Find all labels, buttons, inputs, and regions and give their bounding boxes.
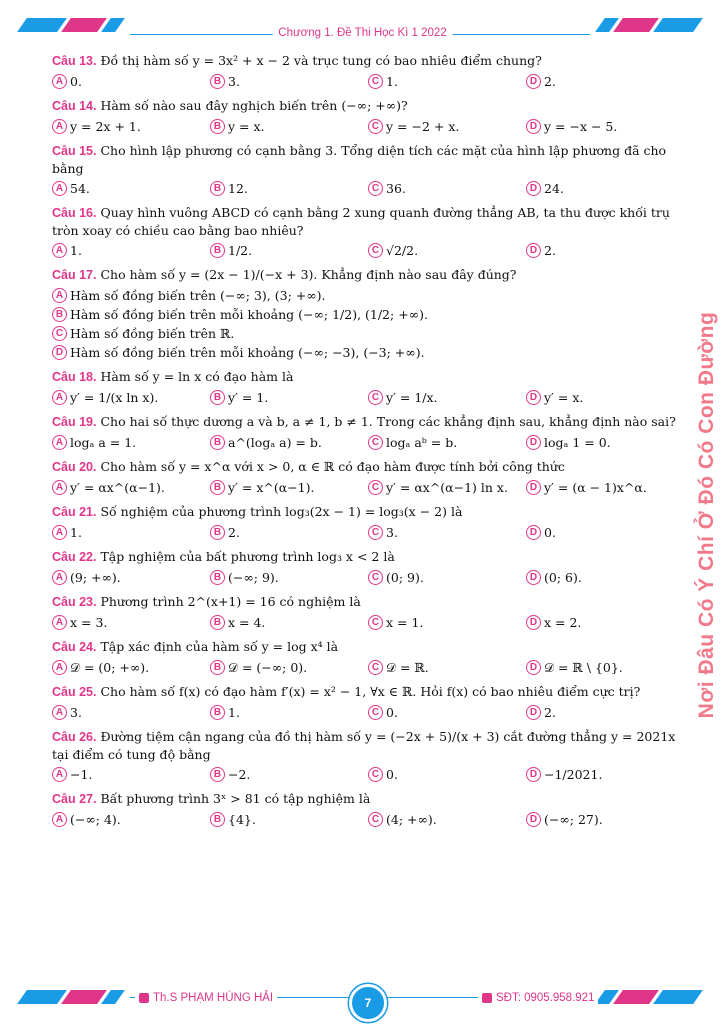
option-text: 2. [544, 74, 556, 89]
answer-options [52, 388, 684, 407]
option-text: x = 4. [228, 615, 266, 630]
answer-option-d[interactable] [526, 433, 684, 452]
answer-option-d[interactable] [526, 810, 684, 829]
question-stem [52, 593, 684, 611]
answer-option-d[interactable] [526, 658, 684, 677]
option-letter-badge: A [52, 705, 67, 720]
question-text: Đường tiệm cận ngang của đồ thị hàm số y = (−2x + 5)/(x + 3) cắt đường thẳng y = 2021x tại điểm có tung độ bằng [52, 729, 676, 762]
option-text: a^(logₐ a) = b. [228, 435, 322, 450]
option-text: 1/2. [228, 243, 253, 258]
option-letter-badge: D [526, 119, 541, 134]
question-list [52, 52, 684, 835]
option-letter-badge: A [52, 119, 67, 134]
option-text: x = 2. [544, 615, 582, 630]
author-name: Th.S PHẠM HÙNG HẢI [153, 992, 274, 1004]
answer-options [52, 72, 684, 91]
question-text: Số nghiệm của phương trình log₃(2x − 1) = log₃(x − 2) là [100, 504, 463, 519]
question-stem [52, 368, 684, 386]
option-text: Hàm số đồng biến trên mỗi khoảng (−∞; 1/2), (1/2; +∞). [70, 307, 428, 322]
answer-option-b[interactable] [210, 117, 368, 136]
user-icon [139, 993, 149, 1003]
answer-option-a[interactable] [52, 179, 210, 198]
answer-option-c[interactable] [368, 765, 526, 784]
option-letter-badge: A [52, 660, 67, 675]
option-text: 12. [228, 181, 248, 196]
option-letter-badge: B [52, 307, 67, 322]
answer-option-b[interactable] [210, 478, 368, 497]
option-text: −1. [70, 767, 93, 782]
option-letter-badge: D [526, 181, 541, 196]
question-item [52, 413, 684, 452]
option-letter-badge: B [210, 570, 225, 585]
question-number: Câu 24. [52, 640, 97, 654]
header-stripe-left-2 [61, 18, 107, 32]
answer-option-b[interactable] [210, 765, 368, 784]
answer-option-a[interactable] [52, 117, 210, 136]
option-letter-badge: C [368, 812, 383, 827]
option-letter-badge: C [368, 660, 383, 675]
answer-option-c[interactable] [368, 658, 526, 677]
question-number: Câu 19. [52, 415, 97, 429]
option-text: (−∞; 9). [228, 570, 279, 585]
option-text: 0. [544, 525, 556, 540]
question-item [52, 266, 684, 362]
question-number: Câu 23. [52, 595, 97, 609]
answer-options [52, 613, 684, 632]
answer-options [52, 765, 684, 784]
option-text: 2. [544, 705, 556, 720]
phone-number: SĐT: 0905.958.921 [496, 992, 595, 1004]
option-letter-badge: A [52, 615, 67, 630]
question-stem [52, 204, 684, 239]
answer-option-a[interactable] [52, 523, 210, 542]
question-text: Cho hình lập phương có cạnh bằng 3. Tổng diện tích các mặt của hình lập phương đã cho bằng [52, 143, 667, 176]
option-text: {4}. [228, 812, 256, 827]
page-number: 7 [349, 984, 387, 1022]
question-number: Câu 18. [52, 370, 97, 384]
answer-option-c[interactable] [368, 478, 526, 497]
question-item [52, 728, 684, 784]
option-text: x = 3. [70, 615, 108, 630]
question-text: Bất phương trình 3ˣ > 81 có tập nghiệm là [100, 791, 371, 806]
option-letter-badge: A [52, 570, 67, 585]
answer-option-d[interactable] [526, 72, 684, 91]
option-letter-badge: A [52, 435, 67, 450]
answer-option-a[interactable] [52, 765, 210, 784]
question-stem [52, 52, 684, 70]
option-letter-badge: D [526, 812, 541, 827]
option-letter-badge: D [526, 390, 541, 405]
answer-option-c[interactable] [368, 810, 526, 829]
option-letter-badge: B [210, 767, 225, 782]
option-letter-badge: C [368, 705, 383, 720]
question-item [52, 593, 684, 632]
option-text: 1. [70, 243, 82, 258]
answer-option-b[interactable] [210, 703, 368, 722]
option-text: (−∞; 4). [70, 812, 121, 827]
answer-option-d[interactable] [526, 478, 684, 497]
question-number: Câu 22. [52, 550, 97, 564]
question-number: Câu 16. [52, 206, 97, 220]
answer-option-c[interactable] [368, 179, 526, 198]
answer-option-b[interactable] [210, 613, 368, 632]
answer-option-b[interactable] [210, 568, 368, 587]
option-text: −1/2021. [544, 767, 603, 782]
answer-option-b[interactable] [210, 658, 368, 677]
question-number: Câu 15. [52, 144, 97, 158]
answer-option-d[interactable] [526, 117, 684, 136]
answer-option-a[interactable] [52, 241, 210, 260]
question-item [52, 548, 684, 587]
option-letter-badge: D [526, 435, 541, 450]
option-letter-badge: A [52, 74, 67, 89]
answer-option-d[interactable] [526, 179, 684, 198]
answer-option-d[interactable] [526, 388, 684, 407]
option-text: (4; +∞). [386, 812, 437, 827]
option-text: 1. [386, 74, 398, 89]
answer-options [52, 810, 684, 829]
option-letter-badge: A [52, 812, 67, 827]
option-text: y = −2 + x. [386, 119, 460, 134]
option-letter-badge: D [52, 345, 67, 360]
answer-option-c[interactable] [368, 388, 526, 407]
footer-phone [478, 992, 598, 1004]
option-text: Hàm số đồng biến trên ℝ. [70, 326, 235, 341]
option-letter-badge: D [526, 615, 541, 630]
answer-option-b[interactable] [210, 810, 368, 829]
question-item [52, 790, 684, 829]
option-letter-badge: C [368, 390, 383, 405]
question-item [52, 368, 684, 407]
option-text: logₐ aᵇ = b. [386, 435, 458, 450]
question-text: Cho hàm số f(x) có đạo hàm f′(x) = x² − 1, ∀x ∈ ℝ. Hỏi f(x) có bao nhiêu điểm cực trị? [100, 684, 641, 699]
answer-option-b[interactable] [210, 433, 368, 452]
answer-option-c[interactable] [368, 613, 526, 632]
answer-options [52, 658, 684, 677]
option-letter-badge: D [526, 74, 541, 89]
answer-option-a[interactable] [52, 388, 210, 407]
option-text: 3. [386, 525, 398, 540]
answer-option-c[interactable] [368, 72, 526, 91]
question-stem [52, 413, 684, 431]
option-text: 3. [70, 705, 82, 720]
option-letter-badge: B [210, 435, 225, 450]
option-letter-badge: B [210, 181, 225, 196]
answer-option-a[interactable] [52, 703, 210, 722]
option-text: (0; 9). [386, 570, 424, 585]
question-item [52, 97, 684, 136]
option-letter-badge: C [368, 243, 383, 258]
answer-options [52, 478, 684, 497]
option-text: y′ = 1/(x ln x). [70, 390, 159, 405]
option-letter-badge: C [368, 119, 383, 134]
question-number: Câu 21. [52, 505, 97, 519]
option-letter-badge: B [210, 615, 225, 630]
question-text: Đồ thị hàm số y = 3x² + x − 2 và trục tung có bao nhiêu điểm chung? [100, 53, 542, 68]
header-stripe-right-3 [653, 18, 703, 32]
answer-option-c[interactable] [368, 241, 526, 260]
option-letter-badge: D [526, 525, 541, 540]
option-text: y = −x − 5. [544, 119, 618, 134]
footer-stripe-right-2 [613, 990, 659, 1004]
question-stem [52, 790, 684, 808]
option-letter-badge: B [210, 390, 225, 405]
option-letter-badge: B [210, 243, 225, 258]
option-letter-badge: A [52, 288, 67, 303]
answer-option-a[interactable] [52, 72, 210, 91]
answer-option-a[interactable] [52, 810, 210, 829]
answer-option-c[interactable] [368, 117, 526, 136]
option-text: y′ = x. [544, 390, 584, 405]
option-letter-badge: A [52, 767, 67, 782]
answer-option-d[interactable] [526, 613, 684, 632]
question-stem [52, 458, 684, 476]
answer-option-b[interactable] [210, 523, 368, 542]
footer-stripe-left-2 [61, 990, 107, 1004]
option-text: 36. [386, 181, 406, 196]
option-text: 0. [386, 767, 398, 782]
answer-options [52, 568, 684, 587]
answer-option-a[interactable] [52, 568, 210, 587]
option-text: (9; +∞). [70, 570, 121, 585]
page-footer [0, 986, 725, 1016]
option-text: y = 2x + 1. [70, 119, 141, 134]
option-text: 𝒟 = ℝ. [386, 660, 429, 675]
option-letter-badge: B [210, 812, 225, 827]
answer-option-c[interactable] [368, 433, 526, 452]
chapter-title: Chương 1. Đề Thi Học Kì 1 2022 [272, 27, 452, 39]
option-letter-badge: D [526, 767, 541, 782]
option-letter-badge: B [210, 119, 225, 134]
question-number: Câu 27. [52, 792, 97, 806]
answer-option-b[interactable] [210, 388, 368, 407]
question-number: Câu 13. [52, 54, 97, 68]
option-text: logₐ 1 = 0. [544, 435, 611, 450]
answer-option-a[interactable] [52, 478, 210, 497]
question-stem [52, 683, 684, 701]
answer-option-a[interactable] [52, 613, 210, 632]
answer-options [52, 523, 684, 542]
option-text: 24. [544, 181, 564, 196]
phone-icon [482, 993, 492, 1003]
question-item [52, 142, 684, 198]
question-item [52, 683, 684, 722]
question-item [52, 204, 684, 260]
footer-stripe-right-3 [653, 990, 703, 1004]
footer-stripe-left-1 [17, 990, 67, 1004]
answer-option-d[interactable] [52, 343, 684, 362]
option-text: y′ = 1. [228, 390, 269, 405]
answer-option-c[interactable] [368, 523, 526, 542]
option-letter-badge: C [368, 181, 383, 196]
question-text: Tập xác định của hàm số y = log x⁴ là [100, 639, 339, 654]
footer-author [135, 992, 277, 1004]
question-text: Tập nghiệm của bất phương trình log₃ x < 2 là [100, 549, 395, 564]
option-letter-badge: A [52, 525, 67, 540]
option-letter-badge: B [210, 480, 225, 495]
question-item [52, 638, 684, 677]
answer-option-b[interactable] [210, 241, 368, 260]
side-motto: Nơi Đâu Có Ý Chí Ở Đó Có Con Đường [695, 311, 718, 719]
option-letter-badge: C [368, 570, 383, 585]
option-text: 𝒟 = (0; +∞). [70, 660, 150, 675]
option-text: (0; 6). [544, 570, 582, 585]
question-stem [52, 638, 684, 656]
option-text: 2. [228, 525, 240, 540]
answer-option-a[interactable] [52, 286, 684, 305]
option-text: 0. [70, 74, 82, 89]
question-number: Câu 20. [52, 460, 97, 474]
option-text: 3. [228, 74, 240, 89]
option-letter-badge: D [526, 705, 541, 720]
question-text: Cho hàm số y = (2x − 1)/(−x + 3). Khẳng định nào sau đây đúng? [100, 267, 517, 282]
answer-option-d[interactable] [526, 241, 684, 260]
option-text: y = x. [228, 119, 265, 134]
option-letter-badge: C [368, 525, 383, 540]
header-stripe-left-1 [17, 18, 67, 32]
option-text: 𝒟 = (−∞; 0). [228, 660, 308, 675]
question-number: Câu 25. [52, 685, 97, 699]
option-letter-badge: D [526, 660, 541, 675]
answer-option-b[interactable] [52, 305, 684, 324]
option-letter-badge: C [368, 435, 383, 450]
option-text: y′ = (α − 1)x^α. [544, 480, 647, 495]
answer-option-d[interactable] [526, 765, 684, 784]
header-stripe-right-2 [613, 18, 659, 32]
option-text: x = 1. [386, 615, 424, 630]
question-text: Hàm số nào sau đây nghịch biến trên (−∞; +∞)? [100, 98, 408, 113]
question-text: Phương trình 2^(x+1) = 16 có nghiệm là [100, 594, 361, 609]
answer-option-a[interactable] [52, 658, 210, 677]
option-letter-badge: C [368, 480, 383, 495]
answer-options [52, 286, 684, 362]
answer-options [52, 241, 684, 260]
option-letter-badge: C [368, 767, 383, 782]
option-text: y′ = αx^(α−1). [70, 480, 165, 495]
option-text: logₐ a = 1. [70, 435, 137, 450]
question-text: Hàm số y = ln x có đạo hàm là [100, 369, 294, 384]
option-letter-badge: A [52, 181, 67, 196]
option-text: √2/2. [386, 243, 419, 258]
question-item [52, 503, 684, 542]
option-letter-badge: B [210, 705, 225, 720]
question-item [52, 458, 684, 497]
answer-options [52, 433, 684, 452]
option-text: Hàm số đồng biến trên mỗi khoảng (−∞; −3), (−3; +∞). [70, 345, 425, 360]
question-item [52, 52, 684, 91]
question-stem [52, 142, 684, 177]
answer-option-b[interactable] [210, 179, 368, 198]
option-letter-badge: A [52, 390, 67, 405]
answer-option-c[interactable] [368, 703, 526, 722]
option-text: 0. [386, 705, 398, 720]
answer-options [52, 117, 684, 136]
question-number: Câu 26. [52, 730, 97, 744]
option-text: 𝒟 = ℝ \ {0}. [544, 660, 623, 675]
question-number: Câu 14. [52, 99, 97, 113]
answer-option-d[interactable] [526, 568, 684, 587]
option-letter-badge: D [526, 243, 541, 258]
question-text: Cho hai số thực dương a và b, a ≠ 1, b ≠ 1. Trong các khẳng định sau, khẳng định nào sai? [100, 414, 676, 429]
option-letter-badge: B [210, 660, 225, 675]
question-text: Cho hàm số y = x^α với x > 0, α ∈ ℝ có đạo hàm được tính bởi công thức [100, 459, 565, 474]
question-stem [52, 548, 684, 566]
option-letter-badge: B [210, 74, 225, 89]
answer-option-c[interactable] [52, 324, 684, 343]
option-letter-badge: B [210, 525, 225, 540]
option-text: y′ = 1/x. [386, 390, 438, 405]
answer-option-d[interactable] [526, 703, 684, 722]
question-text: Quay hình vuông ABCD có cạnh bằng 2 xung quanh đường thẳng AB, ta thu được khối trụ tròn xoay có chiều cao bằng bao nhiêu? [52, 205, 670, 238]
question-stem [52, 503, 684, 521]
option-text: y′ = x^(α−1). [228, 480, 315, 495]
answer-options [52, 179, 684, 198]
option-letter-badge: A [52, 243, 67, 258]
option-letter-badge: C [52, 326, 67, 341]
option-letter-badge: D [526, 480, 541, 495]
option-letter-badge: D [526, 570, 541, 585]
question-stem [52, 266, 684, 284]
question-stem [52, 97, 684, 115]
answer-option-d[interactable] [526, 523, 684, 542]
option-letter-badge: C [368, 74, 383, 89]
option-letter-badge: A [52, 480, 67, 495]
option-text: 1. [228, 705, 240, 720]
option-text: Hàm số đồng biến trên (−∞; 3), (3; +∞). [70, 288, 326, 303]
answer-option-b[interactable] [210, 72, 368, 91]
page-header [0, 18, 725, 46]
option-text: 1. [70, 525, 82, 540]
option-text: −2. [228, 767, 251, 782]
option-text: 2. [544, 243, 556, 258]
question-stem [52, 728, 684, 763]
option-text: y′ = αx^(α−1) ln x. [386, 480, 508, 495]
answer-option-a[interactable] [52, 433, 210, 452]
option-letter-badge: C [368, 615, 383, 630]
answer-options [52, 703, 684, 722]
question-number: Câu 17. [52, 268, 97, 282]
option-text: 54. [70, 181, 90, 196]
option-text: (−∞; 27). [544, 812, 603, 827]
answer-option-c[interactable] [368, 568, 526, 587]
